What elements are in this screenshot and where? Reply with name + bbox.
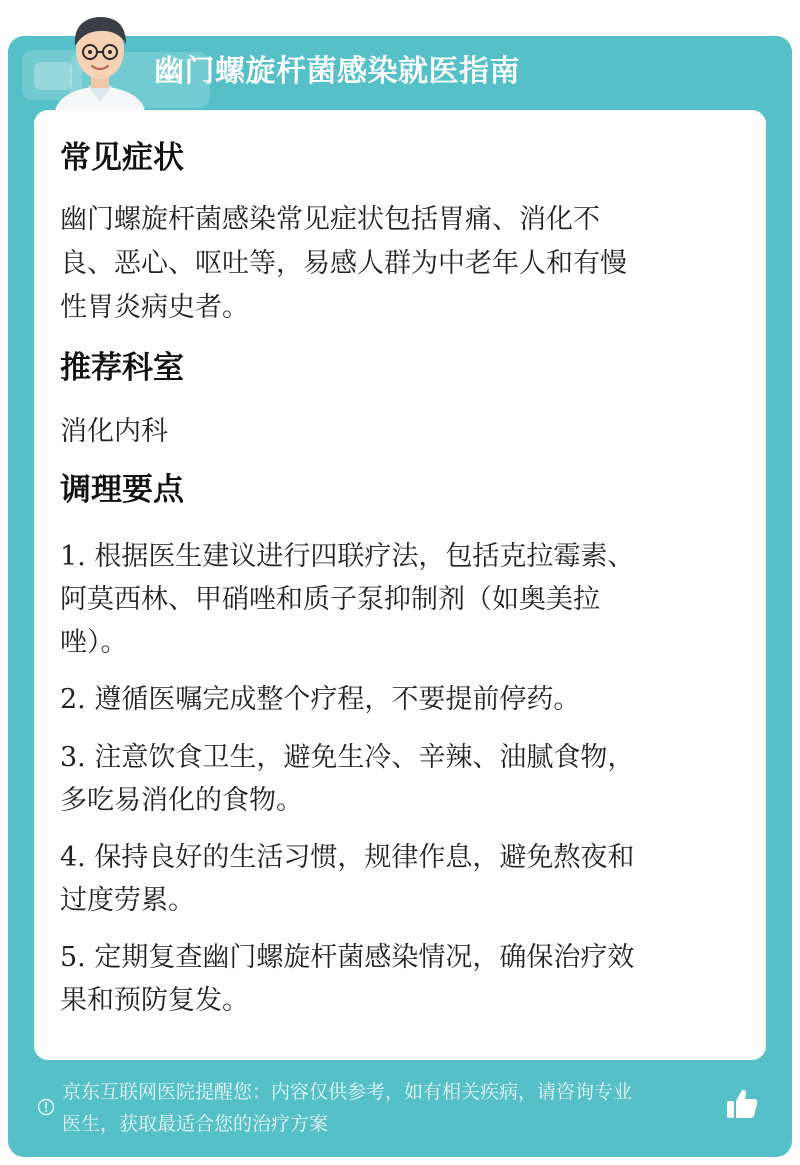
content-card — [34, 110, 766, 1060]
page-title: 幽门螺旋杆菌感染就医指南 — [154, 54, 520, 89]
care-item: 2. 遵循医嘱完成整个疗程，不要提前停药。 — [60, 684, 581, 715]
doctor-avatar-icon — [40, 6, 160, 116]
symptoms-text: 幽门螺旋杆菌感染常见症状包括胃痛、消化不 良、恶心、呕吐等，易感人群为中老年人和有慢 性胃炎病史者。 — [60, 204, 627, 323]
department-text: 消化内科 — [60, 416, 168, 447]
disclaimer: 京东互联网医院提醒您：内容仅供参考，如有相关疾病，请咨询专业 医生，获取最适合您的治疗方案 — [62, 1081, 633, 1135]
care-item: 5. 定期复查幽门螺旋杆菌感染情况，确保治疗效 果和预防复发。 — [60, 942, 635, 1016]
info-icon — [37, 1098, 55, 1116]
care-item: 4. 保持良好的生活习惯，规律作息，避免熬夜和 过度劳累。 — [60, 842, 635, 916]
thumbs-up-icon[interactable] — [724, 1086, 760, 1122]
section-title-care: 调理要点 — [60, 472, 184, 508]
section-title-department: 推荐科室 — [60, 350, 184, 386]
care-item: 1. 根据医生建议进行四联疗法，包括克拉霉素、 阿莫西林、甲硝唑和质子泵抑制剂（如奥美拉 唑）。 — [60, 541, 635, 658]
section-title-symptoms: 常见症状 — [60, 140, 184, 176]
care-item: 3. 注意饮食卫生，避免生冷、辛辣、油腻食物， 多吃易消化的食物。 — [60, 742, 635, 816]
